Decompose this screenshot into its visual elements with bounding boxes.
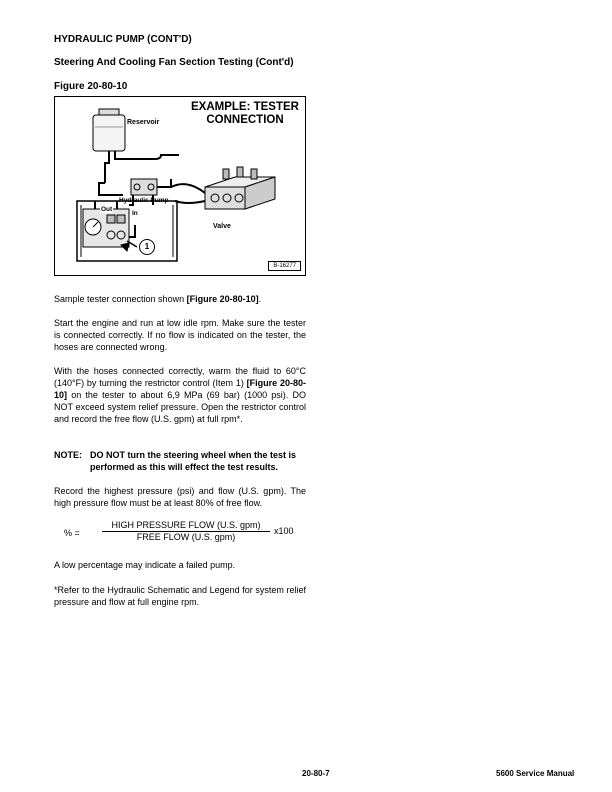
note-block bbox=[54, 449, 306, 473]
in-port-label: In bbox=[132, 210, 138, 217]
note-label: NOTE: bbox=[54, 450, 82, 460]
section-title: HYDRAULIC PUMP (CONT'D) bbox=[54, 34, 192, 45]
formula-lhs: % = bbox=[64, 528, 80, 538]
paragraph-low-percentage: A low percentage may indicate a failed pump. bbox=[54, 560, 236, 570]
figure-title-line2: CONNECTION bbox=[206, 114, 284, 126]
p1-text: Sample tester connection shown bbox=[54, 294, 187, 304]
paragraph-refer-schematic: *Refer to the Hydraulic Schematic and Legend for system relief pressure and flow at full engine rpm. bbox=[54, 585, 306, 607]
hydraulic-pump-label: Hydraulic Pump bbox=[119, 197, 169, 204]
figure-label: Figure 20-80-10 bbox=[54, 81, 128, 92]
p3-text-b: on the tester to about 6,9 MPa (69 bar) (1000 psi). DO NOT exceed system relief pressure. Open the restrictor control and record the free flow (U.S. gpm) at full rpm*. bbox=[54, 390, 306, 424]
note-text: DO NOT turn the steering wheel when the test is performed as this will effect the test results. bbox=[90, 450, 297, 472]
paragraph-start-engine: Start the engine and run at low idle rpm. Make sure the tester is connected correctly. If no flow is indicated on the tester, the hoses are connected wrong. bbox=[54, 318, 306, 352]
percentage-formula bbox=[54, 517, 306, 551]
out-port-label: Out bbox=[101, 206, 113, 213]
paragraph-record-pressure: Record the highest pressure (psi) and flow (U.S. gpm). The high pressure flow must be at least 80% of free flow. bbox=[54, 486, 306, 508]
figure-title-line1: EXAMPLE: TESTER bbox=[191, 101, 299, 113]
p3-text-a: With the hoses connected correctly, warm the fluid to 60°C (140°F) by turning the restrictor control (Item 1) bbox=[54, 366, 306, 388]
subsection-title: Steering And Cooling Fan Section Testing (Cont'd) bbox=[54, 57, 294, 68]
reservoir-label: Reservoir bbox=[127, 119, 160, 126]
formula-numerator: HIGH PRESSURE FLOW (U.S. gpm) bbox=[111, 520, 261, 530]
page-number: 20-80-7 bbox=[302, 769, 330, 778]
callout-item-1: 1 bbox=[139, 239, 155, 255]
figure-reference: [Figure 20-80-10] bbox=[54, 378, 306, 400]
valve-label: Valve bbox=[213, 223, 231, 230]
figure-reference: [Figure 20-80-10] bbox=[186, 294, 259, 304]
formula-multiplier: x100 bbox=[274, 526, 294, 536]
figure-title bbox=[183, 101, 307, 127]
manual-title: 5600 Service Manual bbox=[496, 769, 575, 778]
paragraph-sample-connection bbox=[54, 293, 306, 305]
formula-denominator: FREE FLOW (U.S. gpm) bbox=[136, 532, 236, 542]
figure-id: B-16277 bbox=[268, 261, 301, 271]
paragraph-warm-fluid bbox=[54, 365, 306, 425]
p1-end: . bbox=[258, 294, 262, 304]
figure-tester-connection bbox=[54, 96, 306, 276]
